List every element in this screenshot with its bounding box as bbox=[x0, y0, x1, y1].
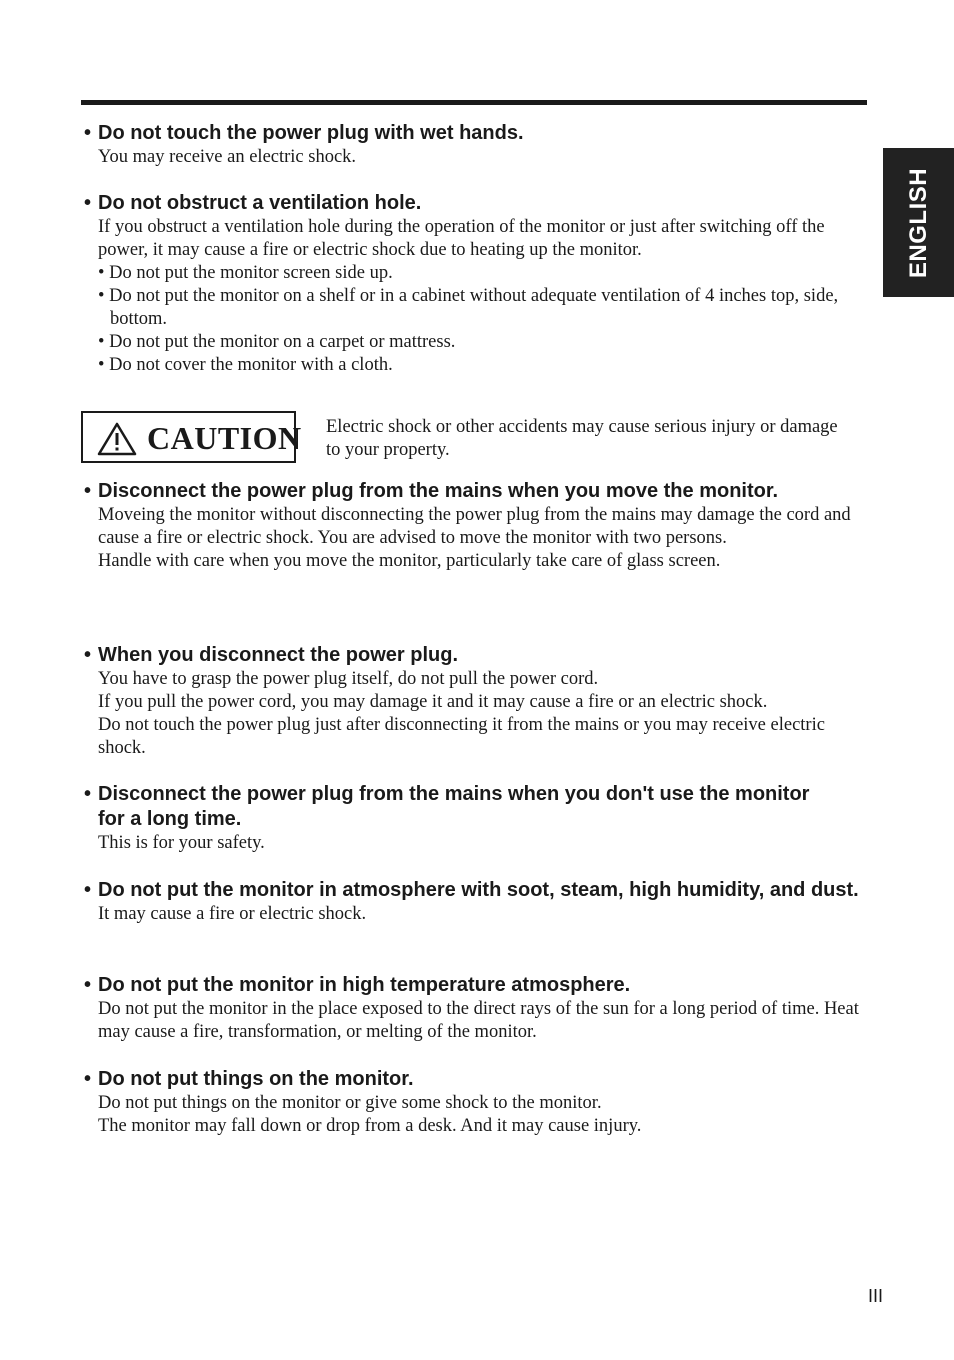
safety-item-long-time bbox=[84, 782, 864, 855]
item-text: If you obstruct a ventilation hole during the operation of the monitor or just after switching off the power, it may cause a fire or electric shock due to heating up the monitor. bbox=[98, 217, 825, 260]
warning-triangle-icon bbox=[97, 422, 137, 456]
safety-item-move-monitor bbox=[84, 479, 864, 573]
item-text: You have to grasp the power plug itself, do not pull the power cord. bbox=[98, 669, 599, 689]
caution-description: Electric shock or other accidents may cause serious injury or damage to your property. bbox=[326, 417, 838, 460]
safety-item-high-temperature bbox=[84, 973, 864, 1044]
item-text: Moveing the monitor without disconnecting the power plug from the mains may damage the cord and cause a fire or electric shock. You are advised to move the monitor with two persons. bbox=[98, 505, 851, 548]
language-tab bbox=[883, 148, 954, 297]
item-text: You may receive an electric shock. bbox=[98, 147, 357, 167]
sub-bullet: • Do not put the monitor screen side up. bbox=[98, 263, 393, 283]
item-heading: Disconnect the power plug from the mains when you move the monitor. bbox=[98, 480, 779, 502]
page-number: III bbox=[868, 1286, 884, 1306]
safety-item-wet-hands bbox=[84, 121, 864, 169]
item-text: Handle with care when you move the monitor, particularly take care of glass screen. bbox=[98, 551, 721, 571]
item-text: Do not put the monitor in the place exposed to the direct rays of the sun for a long period of time. Heat may cause a fire, transformation, or melting of the monitor. bbox=[98, 999, 859, 1042]
bullet: • bbox=[84, 192, 92, 214]
bullet: • bbox=[84, 879, 92, 901]
sub-bullet: • Do not put the monitor on a shelf or in a cabinet without adequate ventilation of 4 inches top, side, bottom. bbox=[98, 286, 839, 329]
bullet: • bbox=[84, 1068, 92, 1090]
item-heading: Do not put things on the monitor. bbox=[98, 1068, 414, 1090]
item-text: This is for your safety. bbox=[98, 833, 265, 853]
item-text: It may cause a fire or electric shock. bbox=[98, 904, 367, 924]
item-heading: Do not put the monitor in atmosphere with soot, steam, high humidity, and dust. bbox=[98, 879, 859, 901]
bullet: • bbox=[84, 480, 92, 502]
sub-bullet: • Do not cover the monitor with a cloth. bbox=[98, 355, 393, 375]
bullet: • bbox=[84, 783, 92, 805]
item-heading: Do not put the monitor in high temperature atmosphere. bbox=[98, 974, 631, 996]
item-text: Do not touch the power plug just after disconnecting it from the mains or you may receive electric shock. bbox=[98, 715, 825, 758]
safety-item-disconnect-plug bbox=[84, 643, 864, 760]
item-heading: When you disconnect the power plug. bbox=[98, 644, 459, 666]
bullet: • bbox=[84, 974, 92, 996]
item-heading: Disconnect the power plug from the mains when you don't use the monitor for a long time. bbox=[98, 783, 810, 830]
language-tab-label: ENGLISH bbox=[904, 167, 932, 278]
bullet: • bbox=[84, 122, 92, 144]
bullet: • bbox=[84, 644, 92, 666]
item-text: The monitor may fall down or drop from a desk. And it may cause injury. bbox=[98, 1116, 642, 1136]
item-text: Do not put things on the monitor or give some shock to the monitor. bbox=[98, 1093, 602, 1113]
safety-item-things-on-monitor bbox=[84, 1067, 864, 1138]
item-heading: Do not touch the power plug with wet hands. bbox=[98, 122, 524, 144]
safety-item-atmosphere bbox=[84, 878, 864, 926]
sub-bullet: • Do not put the monitor on a carpet or mattress. bbox=[98, 332, 456, 352]
caution-label: CAUTION bbox=[147, 420, 302, 456]
item-text: If you pull the power cord, you may damage it and it may cause a fire or an electric shock. bbox=[98, 692, 768, 712]
top-rule bbox=[81, 100, 867, 105]
safety-item-ventilation bbox=[84, 191, 864, 377]
caution-box bbox=[81, 411, 302, 463]
item-heading: Do not obstruct a ventilation hole. bbox=[98, 192, 422, 214]
